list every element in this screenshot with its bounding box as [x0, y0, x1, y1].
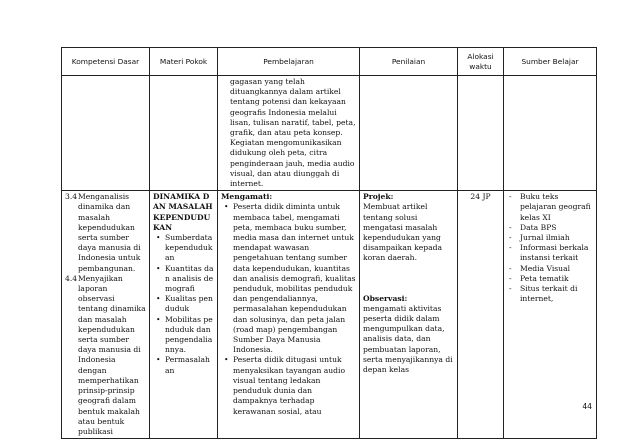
header-penilaian: Penilaian — [360, 48, 458, 76]
cell-empty — [504, 76, 597, 191]
list-item: • Peserta didik ditugasi untuk menyaksikan tayangan audio visual tentang ledakan penduduk dunia dan dampaknya terhadap kerawanan sosial, atau — [233, 355, 356, 416]
table-row — [62, 76, 597, 191]
kd-number: 4.4 — [65, 273, 78, 283]
cell-empty — [458, 76, 504, 191]
cell-penilaian — [360, 191, 458, 439]
list-item: - Buku teks pelajaran geografi kelas XI — [520, 192, 593, 223]
cell-materi-pokok — [150, 191, 218, 439]
pembelajaran-list — [221, 202, 356, 416]
kd-item — [65, 192, 146, 274]
kd-text: Menganalisis dinamika dan masalah kependudukan serta sumber daya manusia di Indonesia untuk pembangunan. — [78, 192, 141, 273]
list-item: • Permasalahan — [165, 355, 214, 375]
list-item: - Jurnal ilmiah — [520, 233, 593, 243]
cell-empty — [62, 76, 150, 191]
header-row — [62, 48, 597, 76]
list-item: • Kuantitas dan analisis demografi — [165, 264, 214, 295]
pembelajaran-title: Mengamati: — [221, 192, 273, 202]
header-materi-pokok: Materi Pokok — [150, 48, 218, 76]
header-sumber-belajar: Sumber Belajar — [504, 48, 597, 76]
observasi-title: Observasi: — [363, 293, 408, 303]
kd-item — [65, 274, 146, 437]
kd-text: Menyajikan laporan observasi tentang dinamika dan masalah kependudukan serta sumber daya manusia di Indonesia dengan memperhatikan prinsip-prinsip geografi dalam bentuk makalah atau bentuk publikasi — [78, 273, 146, 436]
list-item: - Situs terkait di internet, — [520, 284, 593, 304]
cell-pembelajaran — [218, 191, 360, 439]
header-kompetensi-dasar: Kompetensi Dasar — [62, 48, 150, 76]
list-item: - Data BPS — [520, 223, 593, 233]
list-item: - Peta tematik — [520, 274, 593, 284]
projek-title: Projek: — [363, 192, 394, 202]
header-alokasi-waktu: Alokasi waktu — [458, 48, 504, 76]
projek-text: Membuat artikel tentang solusi mengatasi masalah kependudukan yang disampaikan kepada koran daerah. — [363, 202, 443, 263]
cell-kompetensi-dasar — [62, 191, 150, 439]
cell-empty — [150, 76, 218, 191]
kd-number: 3.4 — [65, 192, 78, 202]
list-item: - Media Visual — [520, 264, 593, 274]
materi-title: DINAMIKA DAN MASALAH KEPENDUDUKAN — [153, 192, 213, 232]
materi-list — [153, 233, 214, 376]
list-item: • Sumberdata kependudukan — [165, 233, 214, 264]
header-pembelajaran: Pembelajaran — [218, 48, 360, 76]
list-item: - Informasi berkala instansi terkait — [520, 243, 593, 263]
sumber-list — [507, 192, 593, 304]
page-number: 44 — [582, 402, 592, 411]
list-item: • Mobilitas penduduk dan pengendaliannya. — [165, 315, 214, 356]
observasi-text: mengamati aktivitas peserta didik dalam mengumpulkan data, analisis data, dan pembuatan laporan, serta menyajikannya di depan kelas — [363, 303, 453, 375]
cell-pembelajaran-continued — [218, 76, 360, 191]
pembelajaran-continued-text: gagasan yang telah dituangkannya dalam artikel tentang potensi dan kekayaan geografis Indonesia melalui lisan, tulisan naratif, tabel, peta, grafik, dan atau peta konsep. Kegiatan mengomunikasikan didukung oleh peta, citra penginderaan jauh, media audio visual, dan atau diunggah di internet. — [230, 77, 356, 189]
curriculum-table — [61, 47, 597, 439]
list-item: • Kualitas penduduk — [165, 294, 214, 314]
cell-alokasi-waktu: 24 JP — [458, 191, 504, 439]
table-row — [62, 191, 597, 439]
cell-empty — [360, 76, 458, 191]
list-item: • Peserta didik diminta untuk membaca tabel, mengamati peta, membaca buku sumber, media masa dan internet untuk mendapat wawasan pengetahuan tentang sumber data kependudukan, kuantitas dan analisis demografi, kualitas penduduk, mobilitas penduduk dan pengendaliannya, permasalahan kependudukan dan solusinya, dan peta jalan (road map) pengembangan Sumber Daya Manusia Indonesia. — [233, 202, 356, 355]
